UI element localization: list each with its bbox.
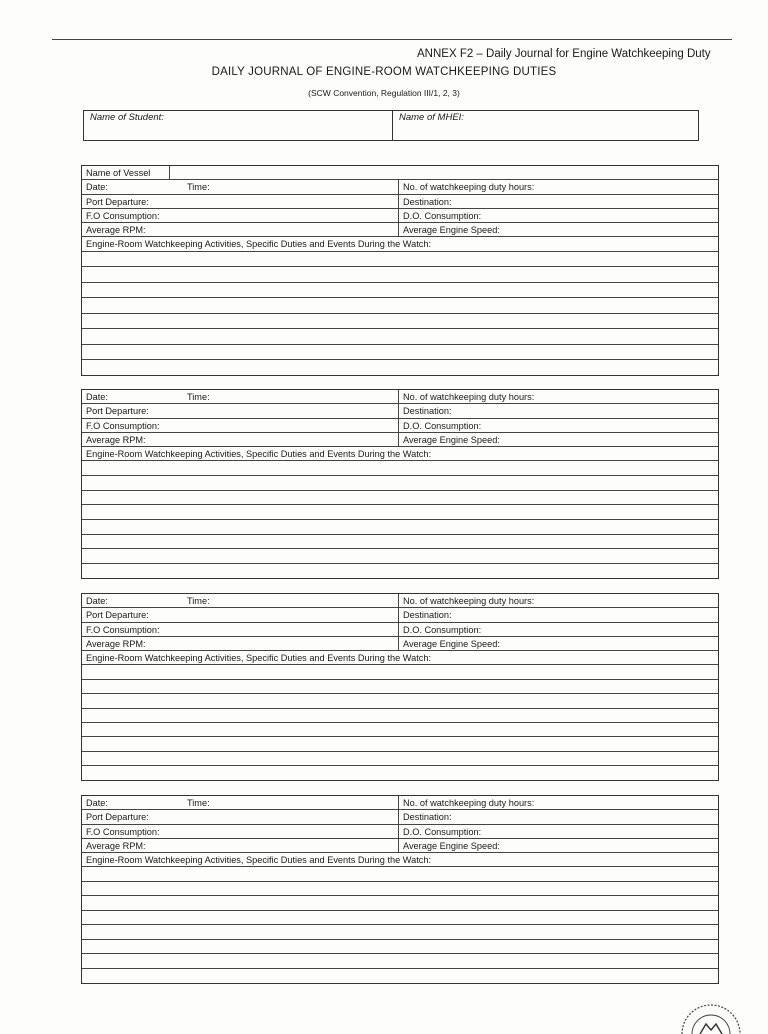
page-subtitle: (SCW Convention, Regulation III/1, 2, 3): [308, 88, 460, 98]
do-consumption-label: D.O. Consumption:: [403, 420, 482, 431]
port-row: [82, 810, 718, 824]
top-rule: [52, 39, 732, 40]
duty-hours-label: No. of watchkeeping duty hours:: [403, 596, 535, 606]
rpm-row: [82, 839, 718, 853]
consumption-row: [82, 209, 718, 223]
do-consumption-label: D.O. Consumption:: [403, 826, 482, 837]
activities-label: Engine-Room Watchkeeping Activities, Specific Duties and Events During the Watch:: [86, 239, 432, 250]
activity-lines[interactable]: [82, 252, 718, 375]
destination-label: Destination:: [403, 610, 452, 621]
journal-entry-4: [81, 795, 719, 984]
port-row: [82, 404, 718, 418]
port-departure-label: Port Departure:: [82, 810, 399, 823]
activities-row: [82, 447, 718, 461]
port-row: [82, 195, 718, 209]
date-row: [82, 180, 718, 194]
duty-hours-label: No. of watchkeeping duty hours:: [403, 392, 535, 402]
engine-speed-label: Average Engine Speed:: [403, 840, 500, 851]
activities-row: [82, 853, 718, 867]
engine-speed-label: Average Engine Speed:: [403, 434, 500, 445]
date-row: [82, 796, 718, 810]
average-rpm-label: Average RPM:: [82, 223, 399, 236]
rpm-row: [82, 223, 718, 237]
port-departure-label: Port Departure:: [82, 404, 399, 417]
duty-hours-label: No. of watchkeeping duty hours:: [403, 182, 535, 193]
consumption-row: [82, 825, 718, 839]
journal-entry-2: [81, 389, 719, 579]
average-rpm-label: Average RPM:: [82, 637, 399, 650]
journal-entry-1: [81, 165, 719, 376]
vessel-row: [82, 166, 718, 180]
port-departure-label: Port Departure:: [82, 195, 399, 208]
activity-lines[interactable]: [82, 867, 718, 982]
date-label: Date:: [86, 182, 108, 193]
mhei-name-field[interactable]: Name of MHEI:: [399, 112, 464, 123]
date-row: [82, 390, 718, 404]
rpm-row: [82, 433, 718, 447]
port-row: [82, 608, 718, 622]
activities-row: [82, 237, 718, 251]
fo-consumption-label: F.O Consumption:: [82, 825, 399, 838]
fo-consumption-label: F.O Consumption:: [82, 209, 399, 222]
vessel-name-field[interactable]: [170, 166, 718, 179]
duty-hours-label: No. of watchkeeping duty hours:: [403, 798, 535, 808]
annex-heading: ANNEX F2 – Daily Journal for Engine Watchkeeping Duty: [417, 48, 711, 60]
date-label: Date:: [86, 798, 108, 808]
destination-label: Destination:: [403, 406, 452, 417]
journal-entry-3: [81, 593, 719, 781]
activities-label: Engine-Room Watchkeeping Activities, Specific Duties and Events During the Watch:: [86, 653, 432, 664]
engine-speed-label: Average Engine Speed:: [403, 225, 500, 236]
name-box: [83, 110, 699, 141]
activities-label: Engine-Room Watchkeeping Activities, Specific Duties and Events During the Watch:: [86, 855, 432, 866]
activity-lines[interactable]: [82, 461, 718, 577]
activities-label: Engine-Room Watchkeeping Activities, Specific Duties and Events During the Watch:: [86, 449, 432, 460]
consumption-row: [82, 623, 718, 637]
time-label: Time:: [187, 596, 210, 606]
time-label: Time:: [187, 798, 210, 808]
time-label: Time:: [187, 182, 210, 193]
time-label: Time:: [187, 392, 210, 402]
engine-speed-label: Average Engine Speed:: [403, 638, 500, 649]
average-rpm-label: Average RPM:: [82, 839, 399, 852]
page-title: DAILY JOURNAL OF ENGINE-ROOM WATCHKEEPING DUTIES: [211, 66, 557, 78]
date-label: Date:: [86, 596, 108, 606]
consumption-row: [82, 419, 718, 433]
date-label: Date:: [86, 392, 108, 402]
vessel-name-label: Name of Vessel: [82, 166, 170, 179]
do-consumption-label: D.O. Consumption:: [403, 624, 482, 635]
destination-label: Destination:: [403, 196, 452, 207]
activities-row: [82, 651, 718, 665]
activity-lines[interactable]: [82, 665, 718, 779]
destination-label: Destination:: [403, 812, 452, 823]
seal-stamp-icon: [676, 994, 746, 1034]
rpm-row: [82, 637, 718, 651]
fo-consumption-label: F.O Consumption:: [82, 623, 399, 636]
port-departure-label: Port Departure:: [82, 608, 399, 621]
average-rpm-label: Average RPM:: [82, 433, 399, 446]
fo-consumption-label: F.O Consumption:: [82, 419, 399, 432]
date-row: [82, 594, 718, 608]
do-consumption-label: D.O. Consumption:: [403, 210, 482, 221]
student-name-field[interactable]: Name of Student:: [84, 111, 393, 140]
